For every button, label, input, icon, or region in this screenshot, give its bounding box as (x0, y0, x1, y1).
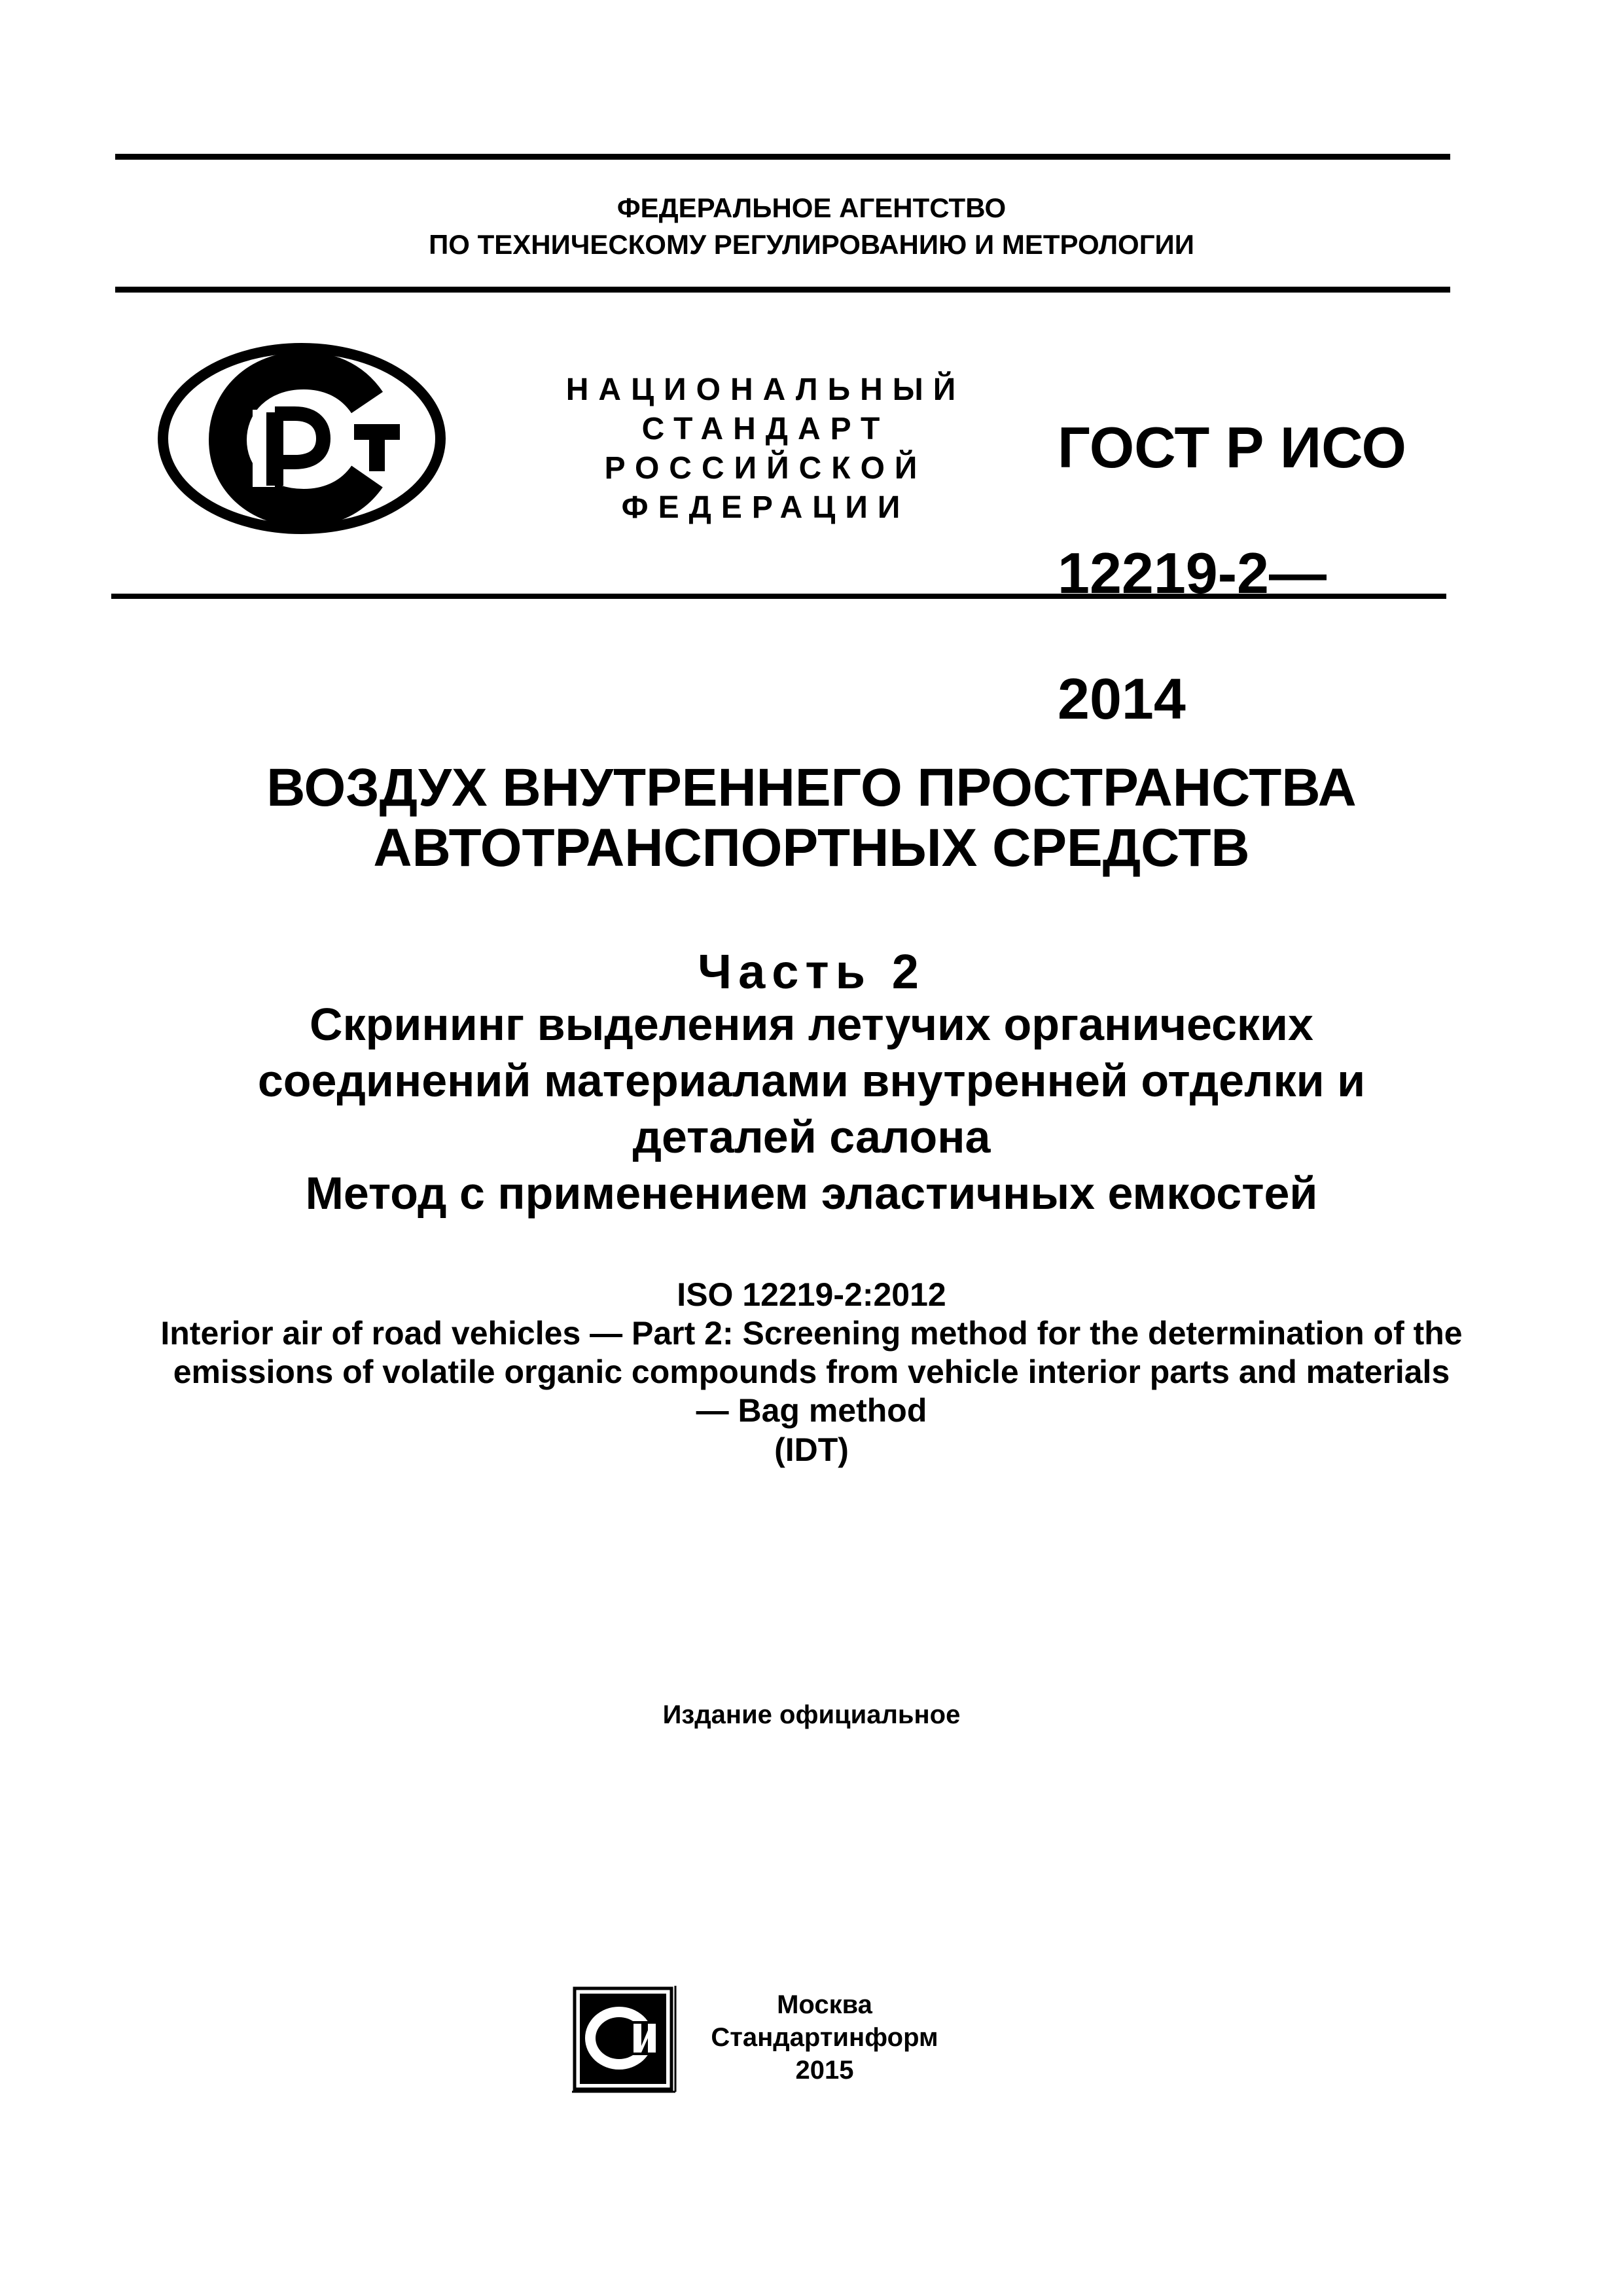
national-standard-line-2: СТАНДАРТ (641, 412, 890, 446)
standartinform-logo-icon (568, 1983, 679, 2094)
part-title-line-2: соединений материалами внутренней отделки и (257, 1055, 1366, 1106)
national-standard-line-3: РОССИЙСКОЙ (604, 451, 927, 486)
title-line-2: АВТОТРАНСПОРТНЫХ СРЕДСТВ (373, 818, 1250, 878)
agency-rule (115, 287, 1450, 293)
edition-label: Издание официальное (662, 1700, 961, 1729)
part-title-line-1: Скрининг выделения летучих органических (310, 999, 1313, 1050)
agency-line-2: ПО ТЕХНИЧЕСКОМУ РЕГУЛИРОВАНИЮ И МЕТРОЛОГИИ (429, 229, 1194, 260)
national-standard-line-4: ФЕДЕРАЦИИ (621, 490, 910, 525)
iso-title-line-2: emissions of volatile organic compounds from vehicle interior parts and materials (173, 1354, 1450, 1390)
iso-title (79, 1314, 1544, 1430)
idt-label: (IDT) (774, 1431, 849, 1468)
iso-title-line-1: Interior air of road vehicles — Part 2: Screening method for the determination of the (160, 1315, 1463, 1352)
part-number: Часть 2 (698, 944, 925, 999)
agency-name (0, 190, 1623, 263)
national-standard-line-1: НАЦИОНАЛЬНЫЙ (565, 372, 966, 407)
publisher-year: 2015 (795, 2056, 854, 2085)
national-standard-label (550, 370, 982, 528)
iso-number: ISO 12219-2:2012 (677, 1276, 946, 1313)
document-title (0, 758, 1623, 878)
part-title-line-4: Метод с применением эластичных емкостей (305, 1168, 1318, 1219)
title-line-1: ВОЗДУХ ВНУТРЕННЕГО ПРОСТРАНСТВА (266, 758, 1357, 817)
rst-logo-icon (154, 340, 449, 537)
part-title (157, 996, 1466, 1221)
designation-line-3: 2014 (1058, 666, 1186, 731)
publisher-name: Стандартинформ (711, 2023, 938, 2052)
publisher-info (694, 1988, 955, 2087)
agency-line-1: ФЕДЕРАЛЬНОЕ АГЕНТСТВО (616, 192, 1007, 223)
standard-designation (1058, 353, 1406, 793)
designation-line-2: 12219-2— (1058, 541, 1327, 605)
part-title-line-3: деталей салона (632, 1111, 991, 1162)
designation-line-1: ГОСТ Р ИСО (1058, 415, 1406, 480)
iso-title-line-3: — Bag method (696, 1392, 927, 1429)
publisher-city: Москва (777, 1990, 872, 2019)
top-rule (115, 154, 1450, 160)
